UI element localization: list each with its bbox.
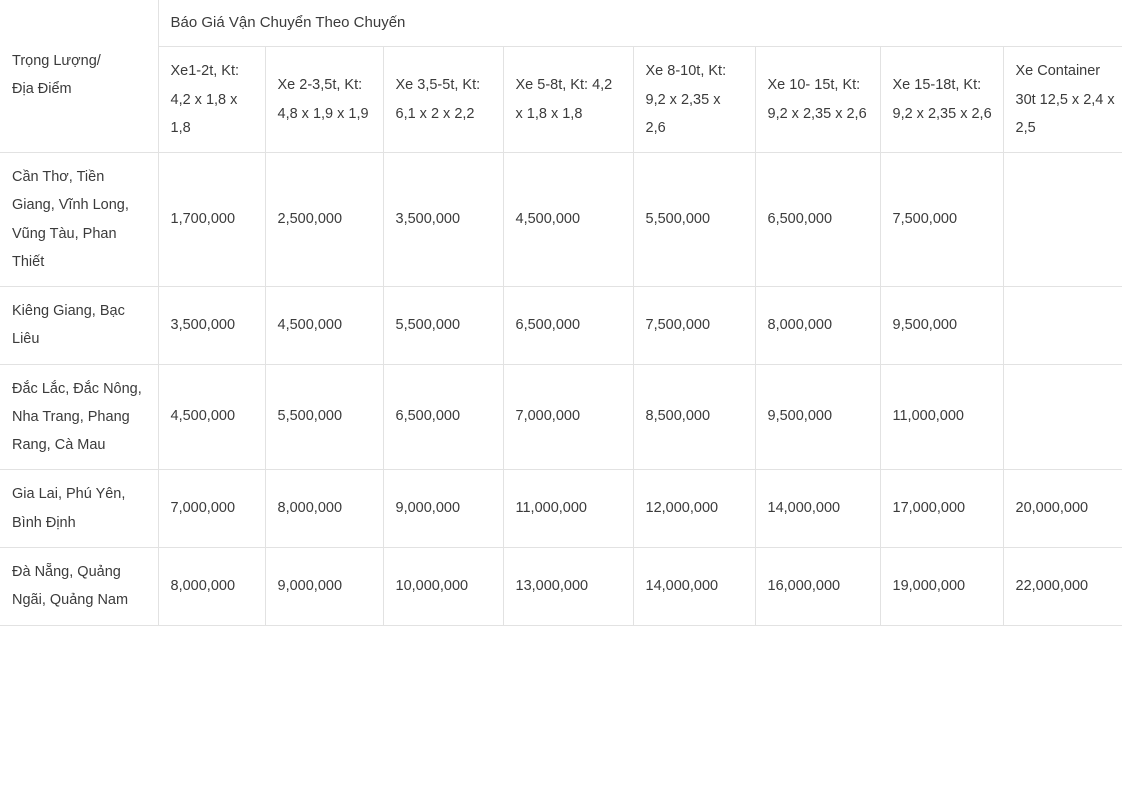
table-row	[0, 153, 1122, 287]
price-cell: 11,000,000	[503, 470, 633, 548]
header-corner-line1: Trọng Lượng/	[12, 53, 101, 70]
price-cell: 16,000,000	[755, 547, 880, 625]
price-cell: 9,500,000	[755, 364, 880, 470]
price-cell: 7,500,000	[880, 153, 1003, 287]
row-location: Đà Nẵng, Quảng Ngãi, Quảng Nam	[0, 547, 158, 625]
table-header-row-columns	[0, 47, 1122, 153]
price-cell: 6,500,000	[503, 287, 633, 365]
price-cell: 17,000,000	[880, 470, 1003, 548]
price-cell: 14,000,000	[633, 547, 755, 625]
price-cell: 19,000,000	[880, 547, 1003, 625]
price-cell: 1,700,000	[158, 153, 265, 287]
price-cell: 4,500,000	[265, 287, 383, 365]
column-header-xe-1-2t: Xe1-2t, Kt: 4,2 x 1,8 x 1,8	[158, 47, 265, 153]
row-location: Cần Thơ, Tiền Giang, Vĩnh Long, Vũng Tàu, Phan Thiết	[0, 153, 158, 287]
table-row	[0, 287, 1122, 365]
price-cell: 3,500,000	[383, 153, 503, 287]
header-corner-cell	[0, 0, 158, 153]
price-cell: 7,000,000	[503, 364, 633, 470]
column-header-xe-container-30t: Xe Container 30t 12,5 x 2,4 x 2,5	[1003, 47, 1122, 153]
table-row	[0, 470, 1122, 548]
price-cell: 8,000,000	[265, 470, 383, 548]
price-cell: 5,500,000	[633, 153, 755, 287]
row-location: Đắc Lắc, Đắc Nông, Nha Trang, Phang Rang, Cà Mau	[0, 364, 158, 470]
price-cell: 5,500,000	[265, 364, 383, 470]
price-cell: 12,000,000	[633, 470, 755, 548]
price-cell: 2,500,000	[265, 153, 383, 287]
price-cell	[1003, 153, 1122, 287]
price-cell: 6,500,000	[755, 153, 880, 287]
column-header-xe-35-5t: Xe 3,5-5t, Kt: 6,1 x 2 x 2,2	[383, 47, 503, 153]
column-header-xe-2-35t: Xe 2-3,5t, Kt: 4,8 x 1,9 x 1,9	[265, 47, 383, 153]
price-cell	[1003, 287, 1122, 365]
price-cell: 11,000,000	[880, 364, 1003, 470]
price-cell: 13,000,000	[503, 547, 633, 625]
price-cell: 8,000,000	[755, 287, 880, 365]
table-row	[0, 364, 1122, 470]
price-cell: 5,500,000	[383, 287, 503, 365]
price-cell: 4,500,000	[158, 364, 265, 470]
price-cell: 9,000,000	[265, 547, 383, 625]
price-cell: 10,000,000	[383, 547, 503, 625]
table-row	[0, 547, 1122, 625]
price-cell: 6,500,000	[383, 364, 503, 470]
price-cell: 3,500,000	[158, 287, 265, 365]
column-header-xe-8-10t: Xe 8-10t, Kt: 9,2 x 2,35 x 2,6	[633, 47, 755, 153]
price-cell: 8,000,000	[158, 547, 265, 625]
column-header-xe-15-18t: Xe 15-18t, Kt: 9,2 x 2,35 x 2,6	[880, 47, 1003, 153]
price-cell: 7,000,000	[158, 470, 265, 548]
column-header-xe-5-8t: Xe 5-8t, Kt: 4,2 x 1,8 x 1,8	[503, 47, 633, 153]
price-cell: 9,000,000	[383, 470, 503, 548]
price-cell: 14,000,000	[755, 470, 880, 548]
price-cell: 20,000,000	[1003, 470, 1122, 548]
price-cell: 4,500,000	[503, 153, 633, 287]
price-cell: 8,500,000	[633, 364, 755, 470]
price-cell: 9,500,000	[880, 287, 1003, 365]
header-main-title: Báo Giá Vận Chuyển Theo Chuyến	[158, 0, 1122, 47]
price-cell: 22,000,000	[1003, 547, 1122, 625]
header-corner-line2: Địa Điểm	[12, 81, 72, 98]
price-cell	[1003, 364, 1122, 470]
price-cell: 7,500,000	[633, 287, 755, 365]
table-header-row-main	[0, 0, 1122, 47]
row-location: Gia Lai, Phú Yên, Bình Định	[0, 470, 158, 548]
column-header-xe-10-15t: Xe 10- 15t, Kt: 9,2 x 2,35 x 2,6	[755, 47, 880, 153]
row-location: Kiêng Giang, Bạc Liêu	[0, 287, 158, 365]
